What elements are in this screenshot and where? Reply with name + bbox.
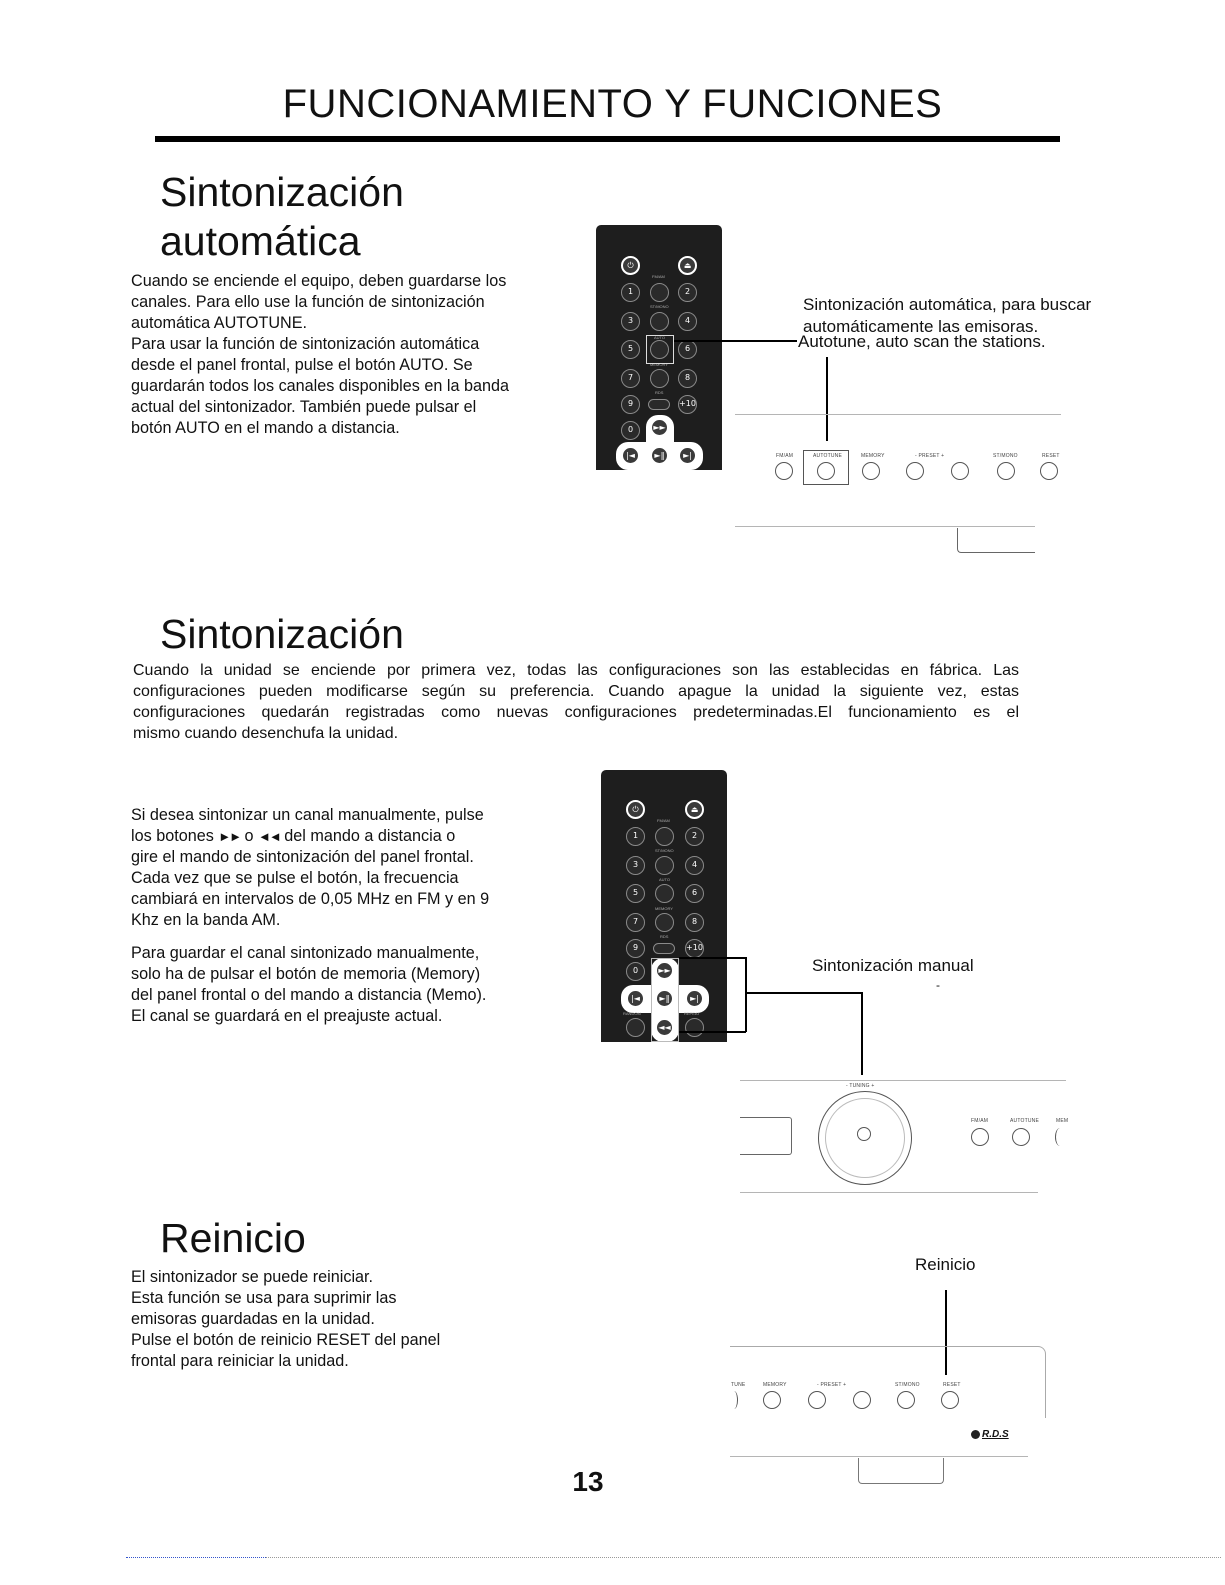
body-line: cambiará en intervalos de 0,05 MHz en FM y en 9 — [131, 890, 490, 908]
remote-button-4: 4 — [685, 856, 704, 875]
page-title: FUNCIONAMIENTO Y FUNCIONES — [282, 82, 943, 126]
panel-button-fmam — [971, 1128, 989, 1146]
heading-line-1: Sintonización — [160, 169, 404, 215]
section-heading-tuning: Sintonización — [160, 611, 404, 657]
panel-button-stmono — [997, 462, 1015, 480]
body-line: automática AUTOTUNE. — [131, 314, 308, 332]
manual-tuning-callout: Sintonización manual — [812, 956, 974, 975]
body-line: guardarán todos los canales disponibles en la banda — [131, 377, 509, 395]
remote-button-5: 5 — [626, 884, 645, 903]
panel-edge — [730, 1456, 1028, 1457]
remote-button-repeat — [685, 1018, 704, 1037]
remote-button-0: 0 — [621, 421, 640, 440]
body-line: botón AUTO en el mando a distancia. — [131, 419, 400, 437]
body-line: emisoras guardadas en la unidad. — [131, 1310, 375, 1328]
remote-button-1: 1 — [621, 283, 640, 302]
panel-label: - PRESET + — [817, 1382, 847, 1388]
remote-label: RDS — [660, 934, 669, 939]
panel-button-memory — [763, 1391, 781, 1409]
text-run: los botones — [131, 827, 219, 845]
fast-forward-icon: ►► — [218, 829, 241, 844]
remote-label: REPEAT — [684, 1011, 700, 1016]
panel-label: FM/AM — [776, 453, 794, 459]
panel-label: - TUNING + — [846, 1083, 875, 1089]
body-line: Para guardar el canal sintonizado manualmente, — [131, 944, 480, 962]
callout-line — [746, 992, 862, 994]
callout-line — [674, 340, 797, 342]
autotune-body — [131, 271, 571, 439]
panel-button-autotune — [817, 462, 835, 480]
remote-button-7: 7 — [621, 369, 640, 388]
panel-button-partial — [1055, 1128, 1065, 1146]
panel-label: ST/MONO — [993, 453, 1018, 459]
footer-dotted-rule — [266, 1557, 1221, 1558]
callout-line — [826, 357, 828, 441]
remote-control-image — [596, 225, 722, 470]
remote-button-plus10: +10 — [685, 939, 704, 958]
text-run: del mando a distancia o — [279, 827, 456, 845]
page-number: 13 — [572, 1466, 604, 1497]
body-line: frontal para reiniciar la unidad. — [131, 1352, 349, 1370]
panel-label: MEMORY — [861, 453, 885, 459]
panel-button-autotune — [1012, 1128, 1030, 1146]
remote-label: AUTO — [654, 335, 666, 340]
eject-icon: ⏏ — [685, 800, 704, 819]
remote-label: MEMORY — [650, 362, 668, 367]
remote-button-plus10: +10 — [678, 395, 697, 414]
reset-callout: Reinicio — [915, 1255, 976, 1274]
next-icon: ►| — [678, 446, 697, 465]
remote-label: AUTO — [659, 877, 671, 882]
remote-button-9: 9 — [626, 939, 645, 958]
fast-forward-icon: ►► — [655, 961, 674, 980]
panel-button-preset-up — [853, 1391, 871, 1409]
remote-button-3: 3 — [621, 312, 640, 331]
body-line: Esta función se usa para suprimir las — [131, 1289, 397, 1307]
body-line: canales. Para ello use la función de sintonización — [131, 293, 485, 311]
panel-button-partial — [730, 1391, 738, 1409]
remote-label: MEMORY — [655, 906, 673, 911]
remote-button-stmono — [650, 312, 669, 331]
remote-button-3: 3 — [626, 856, 645, 875]
remote-button-fmam — [650, 283, 669, 302]
body-line: El canal se guardará en el preajuste actual. — [131, 1007, 443, 1025]
text-run: o — [240, 827, 259, 845]
panel-label: MEMORY — [763, 1382, 787, 1388]
remote-label: ST/MONO — [650, 304, 669, 309]
remote-label: ST/MONO — [655, 848, 674, 853]
next-icon: ►| — [685, 989, 704, 1008]
body-line — [131, 826, 571, 847]
panel-label: RESET — [943, 1382, 961, 1388]
body-line: configuraciones quedarán registradas como nuevas configuraciones predeterminadas.El funcionamiento es el — [133, 704, 1019, 721]
panel-button-memory — [862, 462, 880, 480]
remote-label: RANDOM — [623, 1011, 641, 1016]
callout-text: Sintonización automática, para buscar — [803, 295, 1092, 314]
title-rule — [155, 136, 1060, 142]
body-line: desde el panel frontal, pulse el botón AUTO. Se — [131, 356, 473, 374]
reset-body — [131, 1267, 551, 1372]
body-line: El sintonizador se puede reiniciar. — [131, 1268, 374, 1286]
panel-label: - PRESET + — [915, 453, 945, 459]
panel-button-fmam — [775, 462, 793, 480]
panel-label: ST/MONO — [895, 1382, 920, 1388]
play-pause-icon: ►‖ — [650, 446, 669, 465]
remote-button-8: 8 — [678, 369, 697, 388]
previous-icon: |◄ — [626, 989, 645, 1008]
remote-button-6: 6 — [678, 340, 697, 359]
remote-button-2: 2 — [678, 283, 697, 302]
panel-button-preset-down — [808, 1391, 826, 1409]
tuning-knob-center — [857, 1127, 871, 1141]
section-heading-autotune — [160, 170, 404, 263]
play-pause-icon: ►‖ — [655, 989, 674, 1008]
footer-dotted-rule — [126, 1557, 266, 1558]
remote-button-6: 6 — [685, 884, 704, 903]
remote-button-fmam — [655, 827, 674, 846]
rds-logo-icon — [971, 1430, 980, 1439]
remote-button-5: 5 — [621, 340, 640, 359]
body-line: mismo cuando desenchufa la unidad. — [133, 725, 399, 742]
remote-button-4: 4 — [678, 312, 697, 331]
body-line: Cuando se enciende el equipo, deben guardarse los — [131, 272, 507, 290]
tuning-intro — [133, 660, 1019, 744]
remote-control-image — [601, 770, 727, 1042]
autotune-callout — [803, 295, 1091, 336]
section-heading-reset: Reinicio — [160, 1215, 306, 1261]
panel-edge — [740, 1080, 1066, 1081]
power-icon: ⏻ — [621, 256, 640, 275]
panel-button-preset-down — [906, 462, 924, 480]
body-line: solo ha de pulsar el botón de memoria (Memory) — [131, 965, 481, 983]
auto-highlight-box — [646, 335, 674, 364]
rewind-icon: ◄◄ — [655, 1018, 674, 1037]
remote-button-memory — [650, 369, 669, 388]
panel-label: RESET — [1042, 453, 1060, 459]
callout-text: Autotune, auto scan the stations. — [798, 332, 1046, 351]
panel-label: TUNE — [731, 1382, 746, 1388]
panel-slot — [957, 528, 1035, 553]
panel-button-reset — [941, 1391, 959, 1409]
remote-button-7: 7 — [626, 913, 645, 932]
manual-tuning-text — [131, 805, 571, 1027]
callout-line — [679, 1031, 746, 1033]
remote-label: FM/AM — [657, 818, 670, 823]
body-line: Si desea sintonizar un canal manualmente, pulse — [131, 806, 484, 824]
heading-line-2: automática — [160, 218, 361, 264]
remote-button-1: 1 — [626, 827, 645, 846]
remote-button-8: 8 — [685, 913, 704, 932]
tuning-highlight-box — [651, 958, 679, 1042]
remote-button-2: 2 — [685, 827, 704, 846]
panel-edge — [740, 1192, 1038, 1193]
body-line: configuraciones pueden modificarse según su preferencia. Cuando apague la unidad la siguiente vez, estas — [133, 683, 1019, 700]
remote-button-memory — [655, 913, 674, 932]
remote-button-0: 0 — [626, 962, 645, 981]
panel-label: AUTOTUNE — [813, 453, 843, 459]
callout-line — [861, 992, 863, 1075]
panel-button-reset — [1040, 462, 1058, 480]
panel-label: MEM — [1056, 1118, 1069, 1124]
callout-line — [745, 957, 747, 1032]
panel-label: FM/AM — [971, 1118, 989, 1124]
remote-button-auto — [655, 884, 674, 903]
remote-label: FM/AM — [652, 274, 665, 279]
body-line: Cada vez que se pulse el botón, la frecuencia — [131, 869, 459, 887]
rds-logo: R.D.S — [982, 1429, 1009, 1440]
panel-label: AUTOTUNE — [1010, 1118, 1040, 1124]
body-line: Khz en la banda AM. — [131, 911, 281, 929]
remote-label: RDS — [655, 390, 664, 395]
body-line: del panel frontal o del mando a distancia (Memo). — [131, 986, 487, 1004]
panel-button-stmono — [897, 1391, 915, 1409]
rewind-icon: ◄◄ — [258, 829, 280, 844]
body-line: Cuando la unidad se enciende por primera vez, todas las configuraciones son las establecidas en fábrica. Las — [133, 662, 1019, 679]
panel-button-preset-up — [951, 462, 969, 480]
remote-button-random — [626, 1018, 645, 1037]
remote-button-9: 9 — [621, 395, 640, 414]
body-line: Pulse el botón de reinicio RESET del panel — [131, 1331, 441, 1349]
remote-button-rds — [648, 399, 670, 410]
callout-text: automáticamente las emisoras. — [803, 317, 1039, 336]
panel-edge — [735, 526, 1035, 527]
eject-icon: ⏏ — [678, 256, 697, 275]
remote-button-stmono — [655, 856, 674, 875]
body-line: Para usar la función de sintonización automática — [131, 335, 480, 353]
power-icon: ⏻ — [626, 800, 645, 819]
callout-line — [679, 957, 746, 959]
panel-display — [740, 1117, 792, 1155]
remote-button-rds — [653, 943, 675, 954]
panel-edge — [735, 414, 1061, 415]
fast-forward-icon: ►► — [650, 418, 669, 437]
callout-dash: - — [936, 978, 940, 992]
body-line: gire el mando de sintonización del panel frontal. — [131, 848, 474, 866]
previous-icon: |◄ — [621, 446, 640, 465]
body-line: actual del sintonizador. También puede pulsar el — [131, 398, 477, 416]
